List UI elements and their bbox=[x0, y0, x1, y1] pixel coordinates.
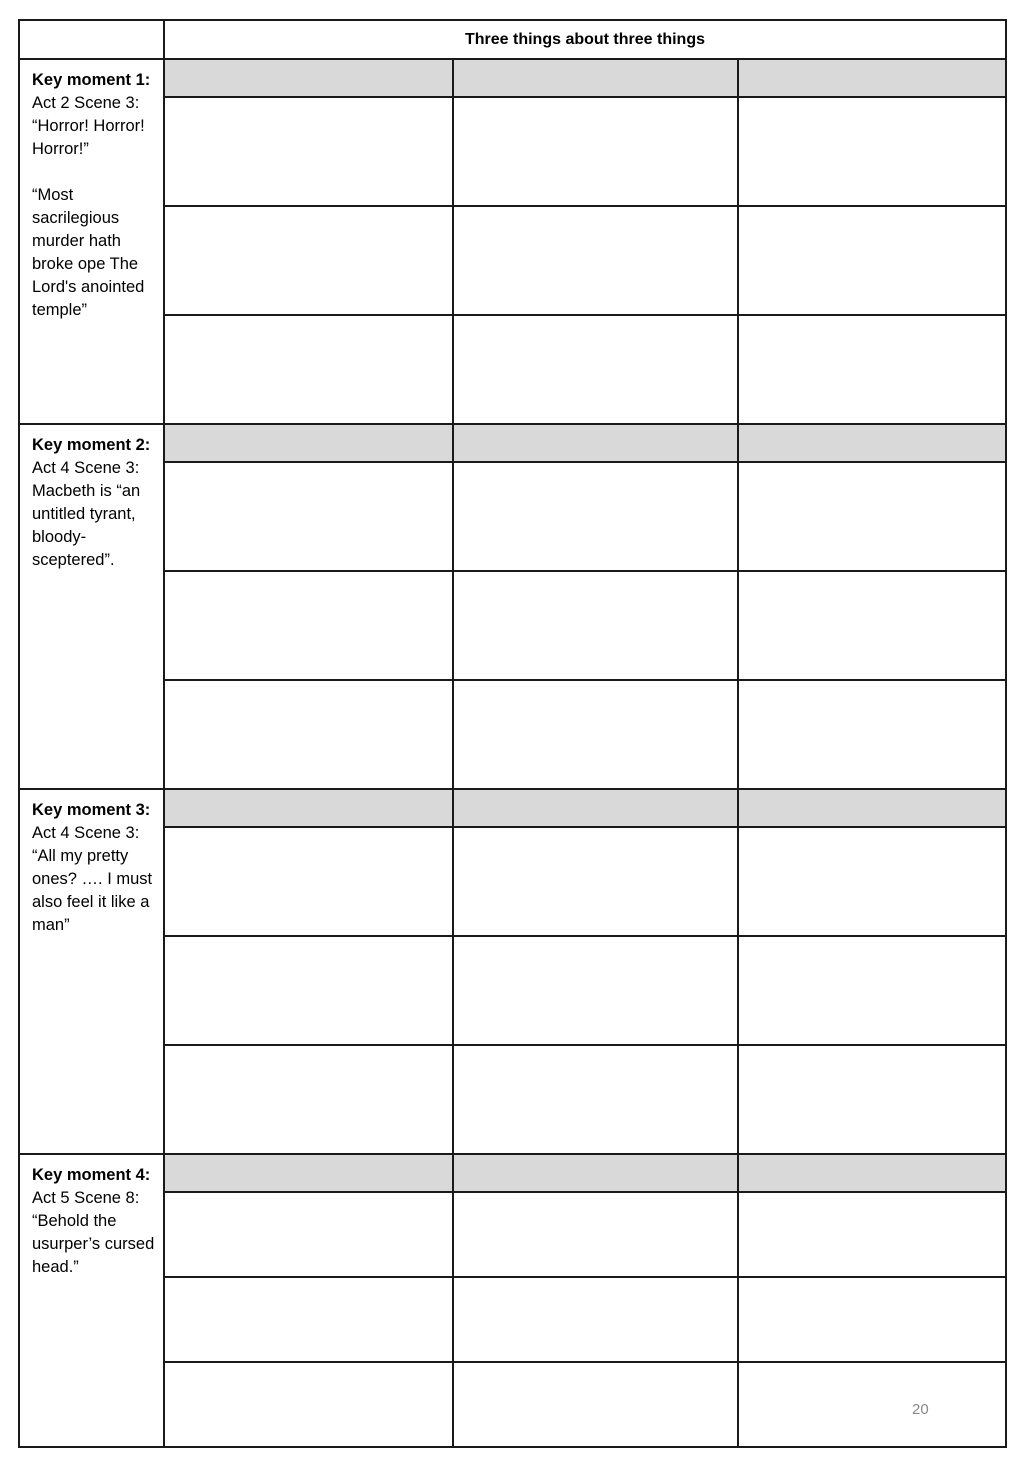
key-moment-text: Act 5 Scene 8: “Behold the usurper’s cursed head.” bbox=[32, 1189, 155, 1276]
answer-row bbox=[19, 827, 1006, 936]
shaded-heading-cell[interactable] bbox=[164, 424, 453, 462]
answer-cell[interactable] bbox=[453, 1045, 738, 1154]
shaded-heading-cell[interactable] bbox=[453, 1154, 738, 1192]
moment-1-shade-row bbox=[19, 59, 1006, 97]
answer-cell[interactable] bbox=[164, 97, 453, 206]
answer-cell[interactable] bbox=[453, 827, 738, 936]
key-moment-text: Act 4 Scene 3: “All my pretty ones? …. I must also feel it like a man” bbox=[32, 824, 153, 934]
answer-cell[interactable] bbox=[164, 315, 453, 424]
answer-row bbox=[19, 97, 1006, 206]
page-number: 20 bbox=[912, 1401, 929, 1418]
key-moment-label: Key moment bbox=[32, 71, 132, 89]
answer-row bbox=[19, 1362, 1006, 1447]
answer-row bbox=[19, 1277, 1006, 1362]
answer-cell[interactable] bbox=[164, 1277, 453, 1362]
answer-row bbox=[19, 315, 1006, 424]
answer-cell[interactable] bbox=[738, 1362, 1006, 1447]
key-moment-quote: “Most sacrilegious murder hath broke ope The Lord's anointed temple” bbox=[32, 186, 145, 319]
shaded-heading-cell[interactable] bbox=[738, 59, 1006, 97]
answer-cell[interactable] bbox=[738, 936, 1006, 1045]
key-moment-label: Key moment bbox=[32, 436, 132, 454]
answer-cell[interactable] bbox=[738, 571, 1006, 680]
answer-cell[interactable] bbox=[453, 1362, 738, 1447]
answer-cell[interactable] bbox=[453, 571, 738, 680]
answer-cell[interactable] bbox=[738, 97, 1006, 206]
answer-cell[interactable] bbox=[738, 1277, 1006, 1362]
moment-3-shade-row bbox=[19, 789, 1006, 827]
answer-cell[interactable] bbox=[453, 206, 738, 315]
key-moment-4-cell bbox=[19, 1154, 164, 1447]
answer-cell[interactable] bbox=[453, 1277, 738, 1362]
header-row bbox=[19, 20, 1006, 59]
answer-cell[interactable] bbox=[453, 97, 738, 206]
shaded-heading-cell[interactable] bbox=[453, 59, 738, 97]
shaded-heading-cell[interactable] bbox=[738, 789, 1006, 827]
answer-cell[interactable] bbox=[453, 936, 738, 1045]
shaded-heading-cell[interactable] bbox=[164, 789, 453, 827]
shaded-heading-cell[interactable] bbox=[453, 789, 738, 827]
answer-cell[interactable] bbox=[738, 315, 1006, 424]
answer-cell[interactable] bbox=[164, 571, 453, 680]
worksheet-table bbox=[18, 19, 1007, 1448]
answer-cell[interactable] bbox=[164, 206, 453, 315]
answer-cell[interactable] bbox=[738, 1045, 1006, 1154]
answer-cell[interactable] bbox=[164, 1045, 453, 1154]
key-moment-2-cell bbox=[19, 424, 164, 789]
key-moment-label: Key moment bbox=[32, 801, 132, 819]
shaded-heading-cell[interactable] bbox=[164, 59, 453, 97]
answer-row bbox=[19, 206, 1006, 315]
key-moment-number: 3: bbox=[135, 801, 151, 819]
answer-cell[interactable] bbox=[738, 1192, 1006, 1277]
answer-cell[interactable] bbox=[164, 1362, 453, 1447]
answer-cell[interactable] bbox=[738, 462, 1006, 571]
answer-cell[interactable] bbox=[453, 315, 738, 424]
shaded-heading-cell[interactable] bbox=[738, 1154, 1006, 1192]
answer-cell[interactable] bbox=[738, 206, 1006, 315]
answer-cell[interactable] bbox=[164, 462, 453, 571]
answer-cell[interactable] bbox=[164, 827, 453, 936]
key-moment-3-cell bbox=[19, 789, 164, 1154]
key-moment-text: Act 4 Scene 3: Macbeth is “an untitled tyrant, bloody-sceptered”. bbox=[32, 459, 141, 569]
answer-cell[interactable] bbox=[164, 936, 453, 1045]
moment-4-shade-row bbox=[19, 1154, 1006, 1192]
key-moment-number: 1: bbox=[135, 71, 151, 89]
header-empty-cell bbox=[19, 20, 164, 59]
table-title: Three things about three things bbox=[164, 20, 1006, 59]
answer-cell[interactable] bbox=[453, 462, 738, 571]
shaded-heading-cell[interactable] bbox=[453, 424, 738, 462]
shaded-heading-cell[interactable] bbox=[164, 1154, 453, 1192]
key-moment-1-cell bbox=[19, 59, 164, 424]
answer-cell[interactable] bbox=[164, 1192, 453, 1277]
key-moment-text: Act 2 Scene 3: “Horror! Horror! Horror!” bbox=[32, 94, 145, 158]
answer-row bbox=[19, 571, 1006, 680]
answer-row bbox=[19, 462, 1006, 571]
answer-row bbox=[19, 1045, 1006, 1154]
key-moment-number: 4: bbox=[135, 1166, 151, 1184]
shaded-heading-cell[interactable] bbox=[738, 424, 1006, 462]
answer-cell[interactable] bbox=[738, 680, 1006, 789]
answer-cell[interactable] bbox=[453, 680, 738, 789]
answer-row bbox=[19, 1192, 1006, 1277]
answer-row bbox=[19, 936, 1006, 1045]
answer-cell[interactable] bbox=[738, 827, 1006, 936]
answer-cell[interactable] bbox=[164, 680, 453, 789]
moment-2-shade-row bbox=[19, 424, 1006, 462]
answer-cell[interactable] bbox=[453, 1192, 738, 1277]
key-moment-label: Key moment bbox=[32, 1166, 132, 1184]
key-moment-number: 2: bbox=[135, 436, 151, 454]
answer-row bbox=[19, 680, 1006, 789]
